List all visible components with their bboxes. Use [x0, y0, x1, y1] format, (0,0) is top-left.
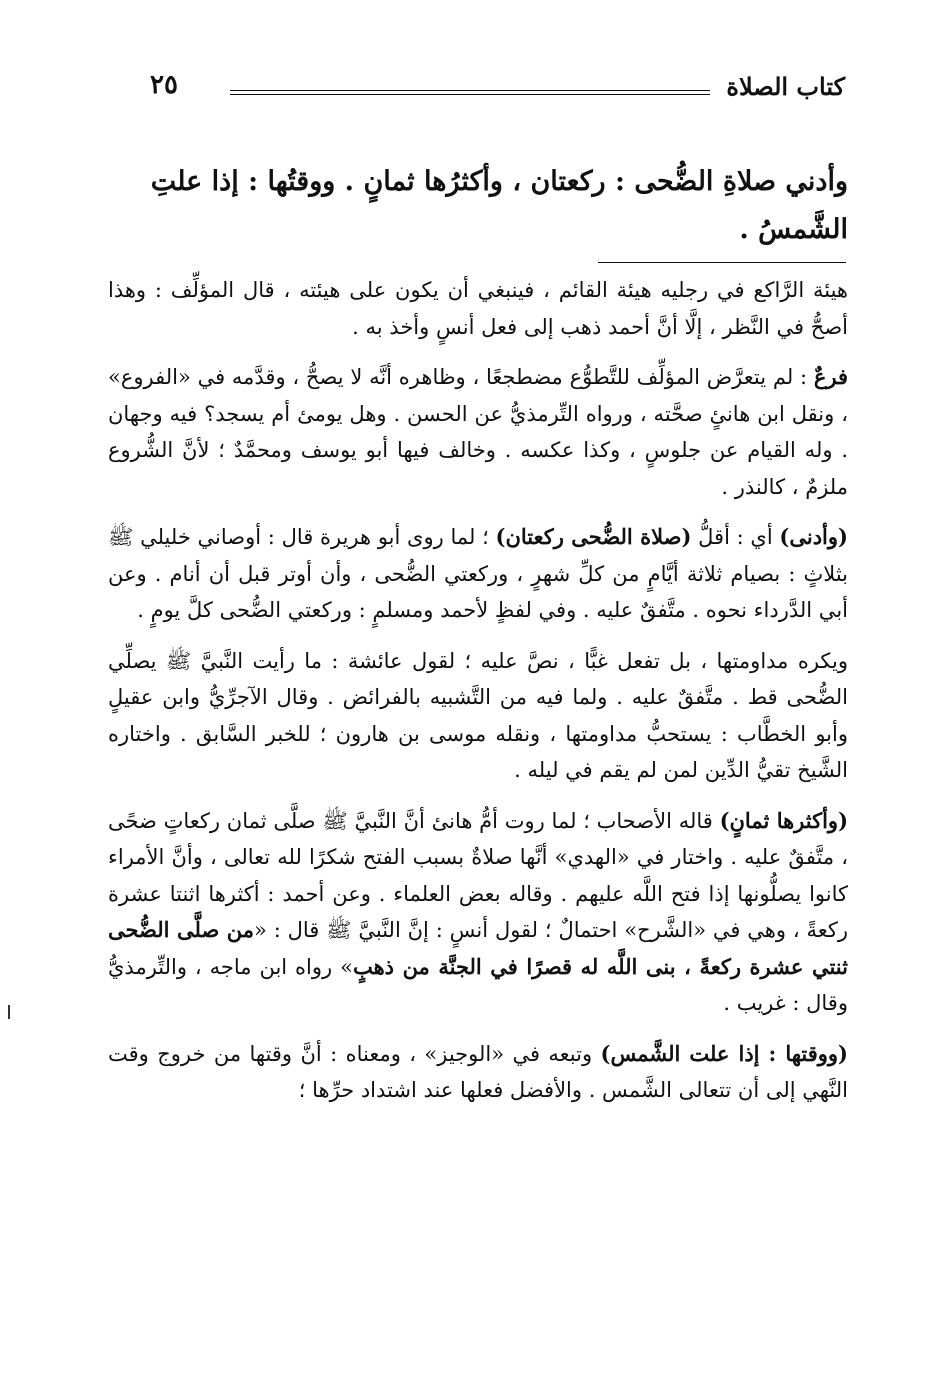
paragraph — [108, 803, 848, 1022]
paragraph-lead: (وأدنى) — [779, 524, 848, 549]
matn-text: وأدني صلاةِ الضُّحى : ركعتان ، وأكثرُها ثمانٍ . ووقتُها : إذا علتِ الشَّمسُ . — [150, 166, 848, 245]
paragraph-text: ويكره مداومتها ، بل تفعل غبًّا ، نصَّ عليه ؛ لقول عائشة : ما رأيت النَّبيَّ ﷺ يصلِّي الضُّحى قط . متَّفقٌ عليه . ولما فيه من التَّشبيه بالفرائض . وقال الآجرِّيُّ وابن عقيلٍ وأبو الخطَّاب : يستحبُّ مداومتها ، ونقله موسى بن هارون ؛ للخبر السَّابق . واختاره الشَّيخ تقيُّ الدِّين لمن لم يقم في ليله . — [108, 648, 848, 782]
paragraph-text: قاله الأصحاب ؛ لما روت أمُّ هانئ أنَّ النَّبيَّ ﷺ صلَّى ثمان ركعاتٍ ضحًى ، متَّفقٌ عليه . واختار في «الهدي» أنَّها صلاةٌ بسبب الفتح شكرًا لله تعالى ، وأنَّ الأمراء كانوا يصلُّونها إذا فتح اللَّه عليهم . وقاله بعض العلماء . وعن أحمد : أكثرها اثنتا عشرة ركعةً ، وهي في «الشَّرح» احتمالٌ ؛ لقول أنسٍ : إنَّ النَّبيَّ ﷺ قال : « — [108, 808, 848, 942]
paragraph — [108, 1036, 848, 1109]
book-title: كتاب الصلاة — [726, 72, 845, 101]
paragraph-lead: (وأكثرها ثمانٍ) — [719, 807, 848, 833]
paragraph-text: هيئة الرَّاكع في رجليه هيئة القائم ، فينبغي أن يكون على هيئته ، قال المؤلِّف : وهذا أصحُّ في النَّظر ، إلَّا أنَّ أحمد ذهب إلى فعل أنسٍ وأخذ به . — [108, 278, 848, 339]
paragraph-lead-2: (صلاة الضُّحى ركعتان) — [495, 524, 692, 549]
paragraph — [108, 272, 848, 345]
paragraph-tail: » رواه ابن ماجه ، والتِّرمذيُّ وقال : غريب . — [108, 954, 848, 1015]
page-number: ٢٥ — [150, 70, 178, 100]
paragraph-text: وتبعه في «الوجيز» ، ومعناه : أنَّ وقتها من خروج وقت النَّهي إلى أن تتعالى الشَّمس . والأفضل فعلها عند اشتداد حرِّها ؛ — [108, 1041, 848, 1102]
header-rule — [230, 90, 710, 95]
paragraph-text: ؛ لما روى أبو هريرة قال : أوصاني خليلي ﷺ بثلاثٍ : بصيام ثلاثة أيَّامٍ من كلِّ شهرٍ ، وركعتي الضُّحى ، وأن أوتر قبل أن أنام . وعن أبي الدَّرداء نحوه . متَّفقٌ عليه . وفي لفظٍ لأحمد ومسلمٍ : وركعتي الضُّحى كلَّ يومٍ . — [108, 525, 848, 622]
matn-separator — [598, 262, 846, 263]
paragraph — [108, 643, 848, 789]
hadith-quote: من صلَّى الضُّحى ثنتي عشرة ركعةً ، بنى اللَّه له قصرًا في الجنَّة من ذهبٍ — [108, 917, 848, 979]
scan-mark — [8, 1005, 10, 1019]
paragraph — [108, 359, 848, 505]
paragraph — [108, 519, 848, 629]
paragraph-mid: أي : أقلُّ — [691, 525, 780, 549]
paragraph-lead: (ووقتها : إذا علت الشَّمس) — [600, 1040, 848, 1066]
paragraph-text: : لم يتعرَّض المؤلِّف للتَّطوُّع مضطجعًا ، وظاهره أنَّه لا يصحُّ ، وقدَّمه في «الفروع» ، ونقل ابن هانئٍ صحَّته ، ورواه التِّرمذيُّ عن الحسن . وهل يومئ أم يسجد؟ فيه وجهان . وله القيام عن جلوسٍ ، وكذا عكسه . وخالف فيها أبو يوسف ومحمَّدٌ ؛ لأنَّ الشُّروع ملزمٌ ، كالنذر . — [108, 365, 848, 499]
commentary-body — [108, 272, 848, 1123]
paragraph-lead: فرعٌ — [813, 364, 848, 389]
page-header — [100, 70, 845, 110]
